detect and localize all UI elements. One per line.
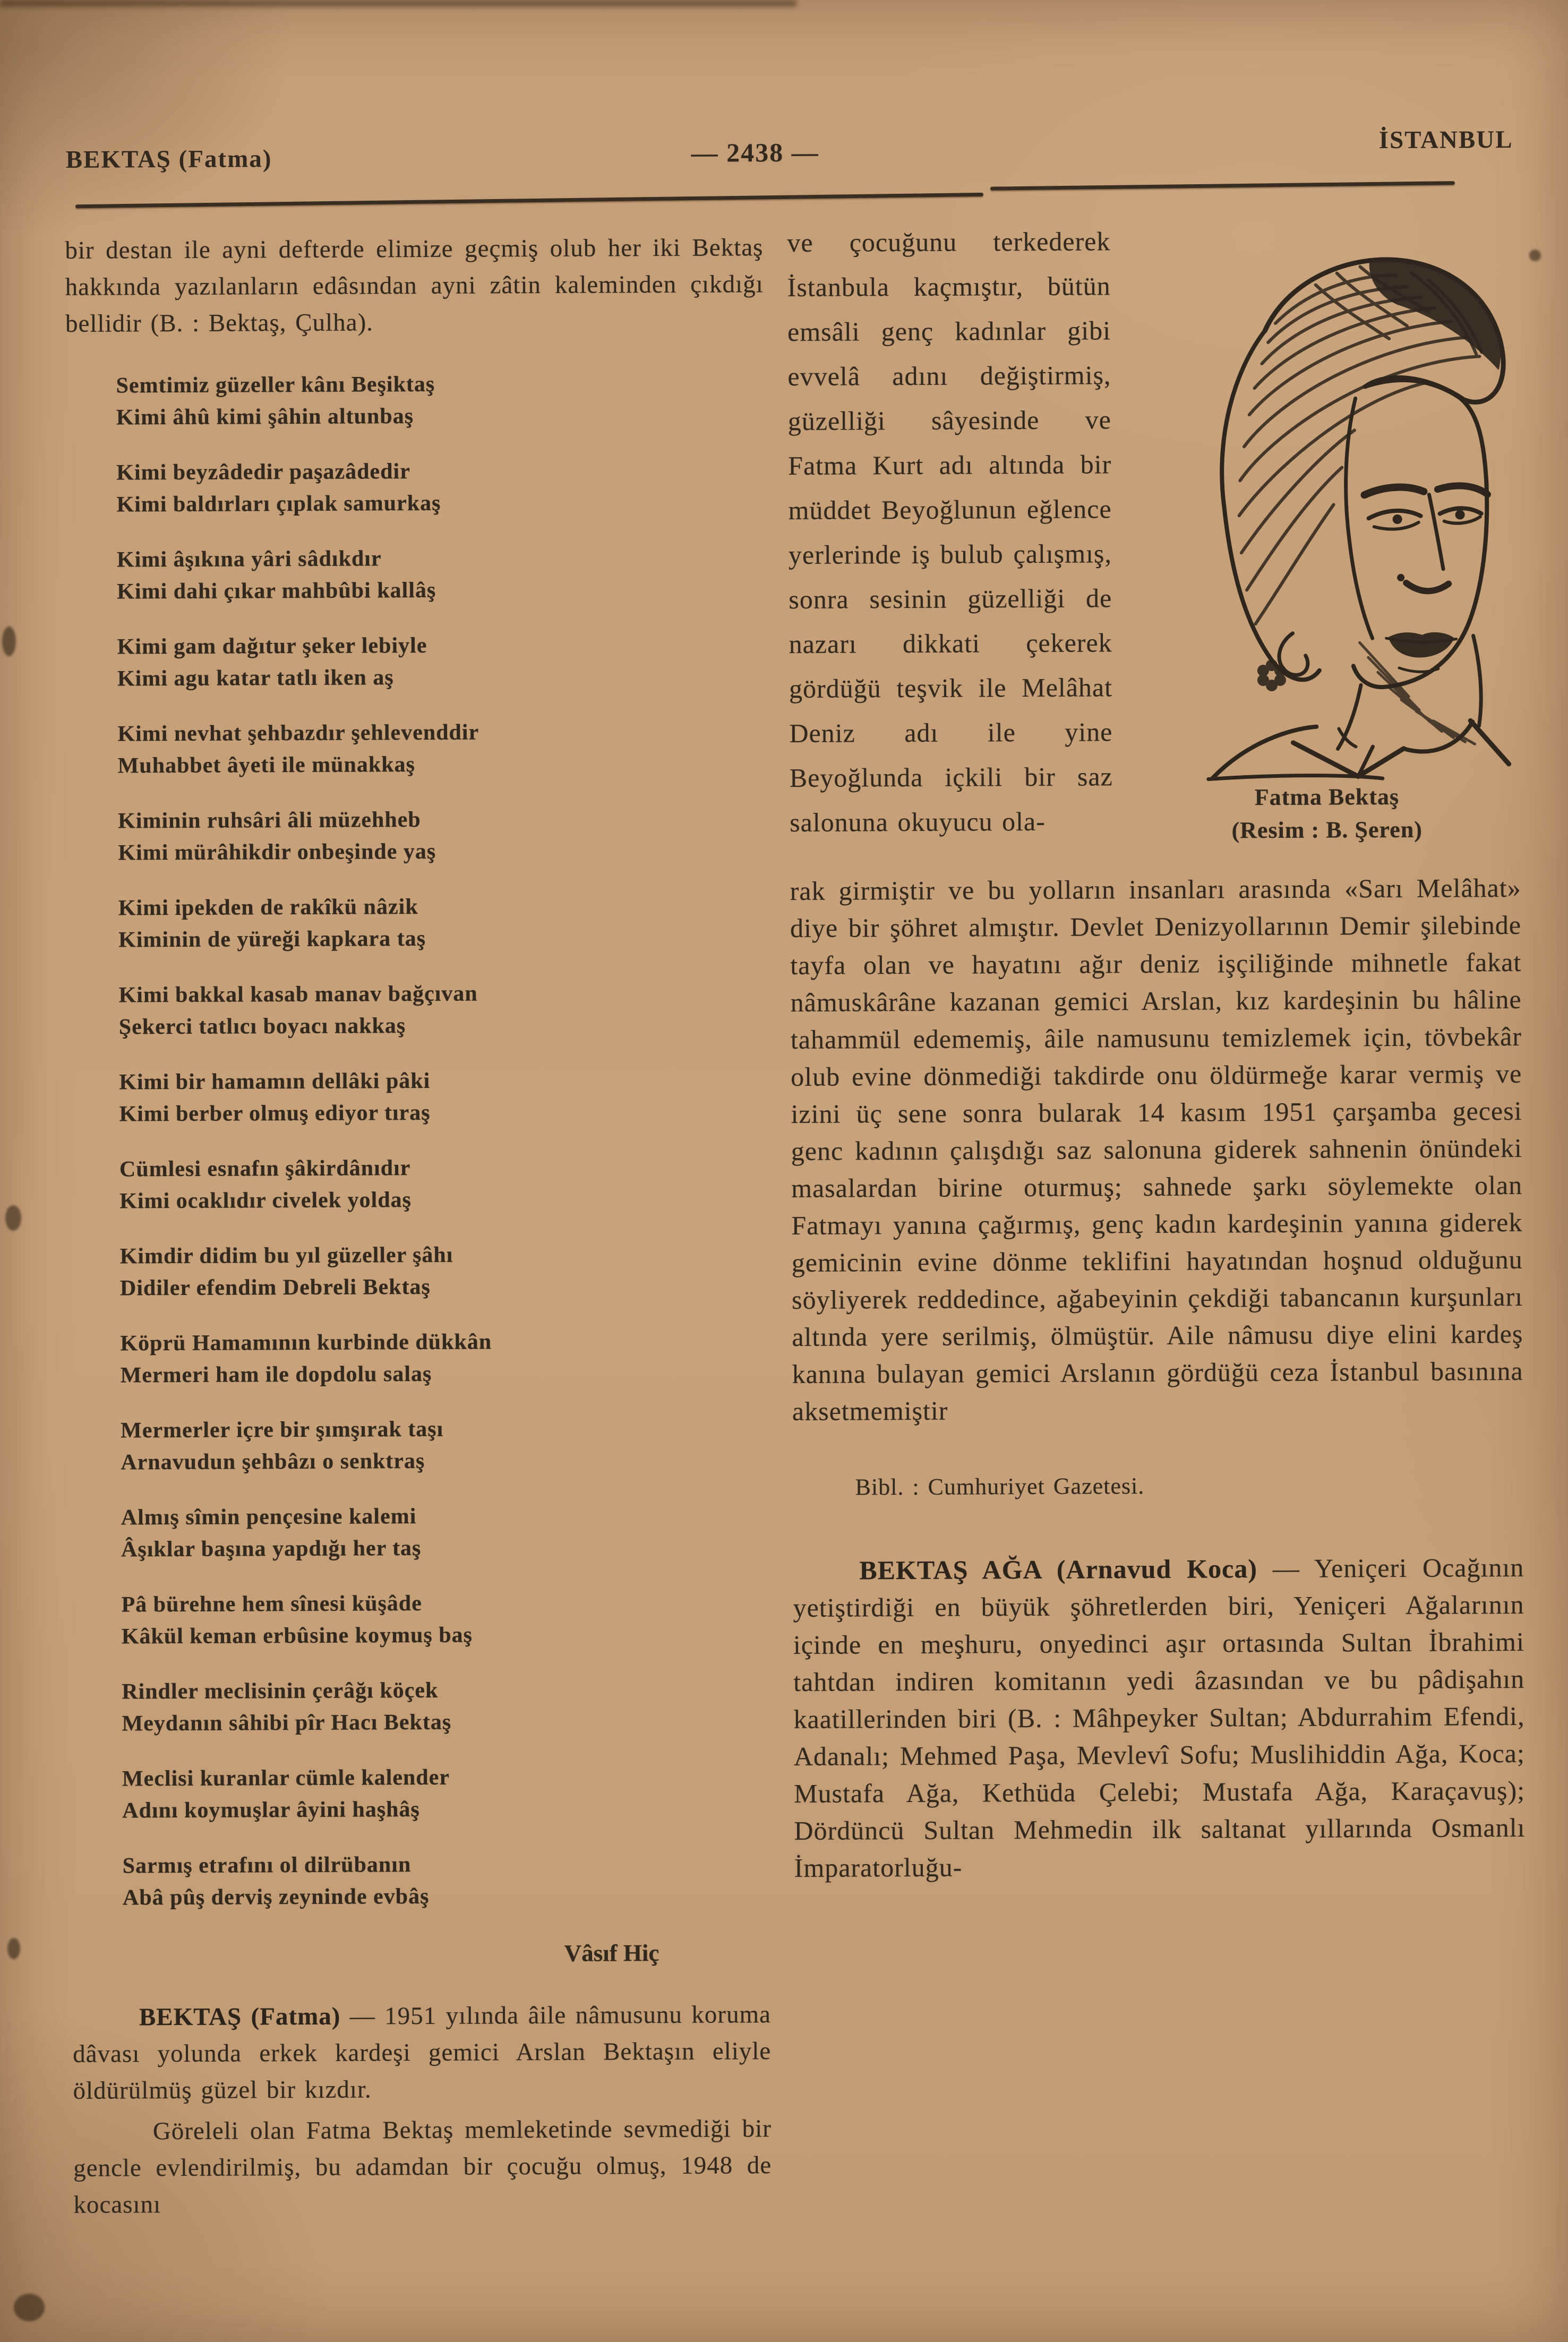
running-head-section: İSTANBUL — [1378, 125, 1513, 155]
poem-line: Kâkül keman erbûsine koymuş baş — [121, 1623, 473, 1649]
portrait-caption-name: Fatma Bektaş — [1254, 783, 1400, 811]
running-head-entry: BEKTAŞ (Fatma) — [65, 145, 272, 174]
poem-stanza — [121, 1499, 769, 1565]
poem-line: Semtimiz güzeller kânı Beşiktaş — [116, 372, 435, 398]
poem-line: Kimi ipekden de rakîkü nâzik — [118, 895, 418, 921]
poem-stanza — [117, 715, 766, 782]
poem-stanza — [120, 1325, 768, 1391]
poem-stanza — [116, 454, 765, 520]
entry-aga-title: BEKTAŞ AĞA (Arnavud Koca) — [859, 1554, 1258, 1585]
poem-line: Kimi nevhat şehbazdır şehlevenddir — [117, 720, 479, 747]
poem-stanza — [116, 367, 764, 433]
poem-stanza — [118, 889, 767, 956]
poem-stanza — [118, 802, 766, 869]
poem-line: Âşıklar başına yapdığı her taş — [121, 1535, 422, 1562]
poem-line: Kimi mürâhikdir onbeşinde yaş — [118, 839, 436, 865]
poem-line: Kimi bir hamamın dellâki pâki — [119, 1068, 431, 1095]
poem-line: Kimi baldırları çıplak samurkaş — [116, 491, 441, 517]
poem-stanza — [118, 976, 767, 1043]
poem-line: Kimi dahi çıkar mahbûbi kallâş — [117, 578, 436, 604]
entry-fatma-paragraph-2: Göreleli olan Fatma Bektaş memleketinde sevmediği bir gencle evlendirilmiş, bu adamdan bir çocuğu olmuş, 1948 de kocasını — [73, 2115, 772, 2219]
poem-line: Mermerler içre bir şımşırak taşı — [121, 1417, 444, 1443]
poem-line: Almış sîmin pençesine kalemi — [121, 1504, 417, 1530]
poem-stanza — [122, 1760, 770, 1826]
poem-line: Kimi ocaklıdır civelek yoldaş — [119, 1188, 412, 1214]
poem-line: Kimi berber olmuş ediyor tıraş — [119, 1100, 431, 1127]
poem-line: Cümlesi esnafın şâkirdânıdır — [119, 1156, 411, 1182]
poem-attribution: Vâsıf Hiç — [564, 1940, 659, 1967]
poem-line: Kiminin ruhsâri âli müzehheb — [118, 807, 421, 834]
header-rule-left — [75, 193, 983, 208]
poem-line: Kiminin de yüreği kapkara taş — [118, 926, 426, 953]
poem-line: Rindler meclisinin çerâğı köçek — [122, 1678, 439, 1704]
poem-line: Meclisi kuranlar cümle kalender — [122, 1765, 450, 1791]
poem-stanza — [119, 1151, 768, 1217]
portrait-figure — [1130, 217, 1521, 847]
poem-line: Arnavudun şehbâzı o senktraş — [121, 1448, 425, 1475]
poem-line: Kimi agu katar tatlı iken aş — [117, 665, 394, 691]
poem-stanza — [121, 1586, 769, 1652]
poem-line: Kimdir didim bu yıl güzeller şâhı — [119, 1242, 453, 1269]
poem-stanza — [117, 628, 766, 694]
poem-line: Kimi âhû kimi şâhin altunbaş — [116, 404, 414, 430]
bibliography-line: Bibl. : Cumhuriyet Gazetesi. — [855, 1473, 1145, 1500]
poem-line: Muhabbet âyeti ile münakkaş — [117, 752, 416, 778]
poem-stanza — [117, 541, 765, 607]
poem-stanza — [119, 1063, 767, 1130]
poem-line: Kimi bakkal kasab manav bağçıvan — [118, 981, 478, 1008]
poem-stanza — [121, 1412, 769, 1478]
woman-portrait-sketch-illustration — [1130, 217, 1521, 782]
poem-line: Kimi beyzâdedir paşazâdedir — [116, 459, 410, 485]
continuation-paragraph: ve çocuğunu terkederek İstanbula kaçmıştır, bütün emsâli genç kadınlar gibi evvelâ adını değiştirmiş, güzelliği sâyesinde ve Fatma Kurt adı altında bir müddet Beyoğlunun eğlence yerlerinde iş bulub çalışmış, sonra sesinin güzelliği de nazarı dikkati çekerek gördüğü teşvik ile Melâhat Deniz adı ile yine Beyoğlunda içkili bir saz salonuna okuyucu ola- — [787, 226, 1113, 837]
poem-line: Kimi âşıkına yâri sâdıkdır — [116, 546, 382, 572]
intro-continuation-paragraph: bir destan ile ayni defterde elimize geçmiş olub her iki Bektaş hakkında yazılanların edâsından ayni zâtin kaleminden çıkdığı bellidir (B. : Bektaş, Çulha). — [65, 234, 764, 338]
poem-line: Köprü Hamamının kurbinde dükkân — [120, 1329, 492, 1356]
poem-line: Sarmış etrafını ol dilrübanın — [122, 1852, 412, 1878]
poem-block — [116, 367, 770, 1914]
header-rule-right — [990, 181, 1455, 191]
entry-aga-paragraph — [793, 1549, 1526, 1886]
entry-fatma-title: BEKTAŞ (Fatma) — [139, 2002, 341, 2031]
right-column — [787, 217, 1526, 1886]
poem-line: Meydanın sâhibi pîr Hacı Bektaş — [122, 1710, 452, 1736]
poem-line: Şekerci tatlıcı boyacı nakkaş — [118, 1014, 406, 1040]
poem-line: Pâ bürehne hem sînesi küşâde — [121, 1591, 422, 1617]
entry-aga-text: — Yeniçeri Ocağının yetiştirdiği en büyük şöhretlerden biri, Yeniçeri Ağalarının içinde en meşhuru, onyedinci aşır ortasında Sultan İbrahimi tahtdan indiren komitanın yedi âzasından ve bu pâdişahın kaatillerinden biri (B. : Mâhpeyker Sultan; Abdurrahim Efendi, Adanalı; Mehmed Paşa, Mevlevî Sofu; Muslihiddin Ağa, Koca; Mustafa Ağa, Kethüda Çelebi; Mustafa Ağa, Karaçavuş); Dördüncü Sultan Mehmedin ilk saltanat yıllarında Osmanlı İmparatorluğu- — [793, 1552, 1526, 1883]
poem-line: Mermeri ham ile dopdolu salaş — [120, 1361, 432, 1388]
poem-line: Kimi gam dağıtur şeker lebiyle — [117, 633, 427, 659]
poem-line: Didiler efendim Debreli Bektaş — [119, 1274, 431, 1301]
poem-stanza — [120, 1238, 768, 1304]
entry-fatma-text: — 1951 yılında âile nâmusunu koruma dâvası yolunda erkek kardeşi gemici Arslan Bektaşın eliyle öldürülmüş güzel bir kızdır. — [73, 2001, 772, 2105]
poem-line: Abâ pûş derviş zeyninde evbâş — [122, 1884, 430, 1910]
entry-fatma-paragraph — [73, 1996, 772, 2109]
left-column — [65, 229, 772, 2224]
poem-stanza — [122, 1673, 770, 1739]
page-number: — 2438 — — [691, 137, 819, 168]
portrait-caption-credit: (Resim : B. Şeren) — [1231, 816, 1423, 844]
poem-stanza — [123, 1847, 771, 1914]
body-paragraph: rak girmiştir ve bu yolların insanları arasında «Sarı Melâhat» diye bir şöhret almıştır. Devlet Denizyollarının Demir şilebinde tayfa olan ve hayatını ağır deniz işçiliğinde mihnetle fakat nâmuskârâne kazanan gemici Arslan, kız kardeşinin bu hâline tahammül edememiş, âile namusunu temizlemek için, tövbekâr olub evine dönmediği takdirde onu öldürmeğe karar vermiş ve izini üç sene sonra bularak 14 kasım 1951 çarşamba gecesi genc kadının çalışdığı saz salonuna giderek sahnenin önündeki masalardan birine oturmuş; sahnede şarkı söylemekte olan Fatmayı yanına çağırmış, genç kadın kardeşinin yanına giderek gemicinin evine dönme teklifini hayatından hoşnud olduğunu söyliyerek reddedince, ağabeyinin çekdiği tabancanın kurşunları altında yere serilmiş, ölmüştür. Aile nâmusu diye elini kardeş kanına bulayan gemici Arslanın gördüğü ceza İstanbul basınına aksetmemiştir — [790, 872, 1523, 1426]
poem-line: Adını koymuşlar âyini haşhâş — [122, 1797, 420, 1823]
